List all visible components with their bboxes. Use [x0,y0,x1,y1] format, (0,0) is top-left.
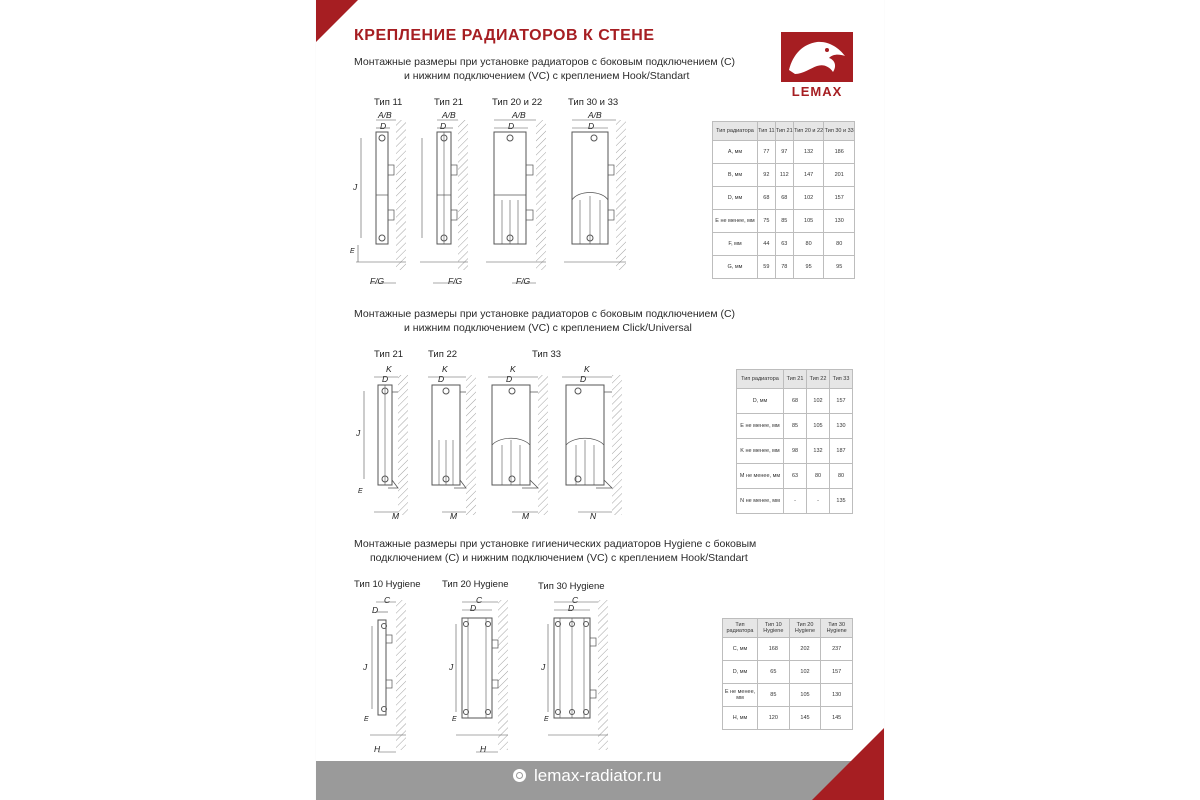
s2-dim-d-4: D [580,374,587,384]
s2-dim-m-3: M [522,511,530,521]
s2-th: Тип радиатора [737,370,784,389]
s1-cell: G, мм [713,256,758,279]
s3-cell: 130 [821,684,853,707]
s3-dim-j-3: J [541,662,546,672]
s2-type-21: Тип 21 [374,349,404,360]
s3-cell: 145 [821,707,853,730]
s2-dim-k-4: K [584,364,590,374]
s1-cell: 95 [824,256,855,279]
s1-cell: 80 [824,233,855,256]
s1-cell: 75 [758,210,776,233]
s3-type-20: Тип 20 Hygiene [442,579,509,590]
s3-cell: C, мм [723,638,758,661]
s2-cell: 102 [807,389,830,414]
s2-th: Тип 33 [830,370,853,389]
s2-cell: - [807,489,830,514]
s3-cell: 168 [758,638,790,661]
s1-cell: 147 [793,164,824,187]
s1-cell: 132 [793,141,824,164]
s3-dim-d-1: D [372,605,379,615]
table-row [723,661,853,684]
s2-dim-j-1: J [356,428,361,438]
s2-cell: 187 [830,439,853,464]
s2-dim-e-1: E [358,488,363,495]
s1-cell: 78 [775,256,793,279]
s1-cell: 85 [775,210,793,233]
s3-dim-j-2: J [449,662,454,672]
s1-dim-ab-4: A/B [588,110,602,120]
s3-cell: 157 [821,661,853,684]
section3-line1: Монтажные размеры при установке гигиенических радиаторов Hygiene с боковым [354,538,757,550]
s1-dim-ab-2: A/B [442,110,456,120]
s1-dim-ab-1: A/B [378,110,392,120]
s2-dim-k-1: K [386,364,392,374]
s3-th: Тип 10 Hygiene [758,619,790,638]
section3-line2: подключением (С) и нижним подключением (VC) с креплением Hook/Standart [370,552,748,564]
s1-cell: 68 [758,187,776,210]
s3-dim-j-1: J [363,662,368,672]
s2-cell: 85 [784,414,807,439]
s2-cell: - [784,489,807,514]
s3-dim-e-1: E [364,716,369,723]
globe-icon-inner [516,772,523,779]
s3-dim-c-2: C [476,595,483,605]
s1-cell: B, мм [713,164,758,187]
s3-drawing-type-20 [456,600,508,752]
s1-cell: 112 [775,164,793,187]
s1-cell: 97 [775,141,793,164]
s1-dim-fg-2: F/G [448,276,463,286]
s3-cell: 145 [789,707,821,730]
s1-cell: 130 [824,210,855,233]
s1-dim-d-3: D [508,121,515,131]
section2-line2: и нижним подключением (VC) с креплением Click/Universal [404,322,692,334]
s3-dim-e-3: E [544,716,549,723]
s3-dim-c-3: C [572,595,579,605]
s3-type-30: Тип 30 Hygiene [538,581,605,592]
s3-drawing-type-10 [370,600,406,752]
s1-dim-d-1: D [380,121,387,131]
s1-cell: E не менее, мм [713,210,758,233]
s3-cell: E не менее, мм [723,684,758,707]
s2-cell: K не менее, мм [737,439,784,464]
s3-drawing-type-30 [548,600,608,750]
s2-cell: 80 [807,464,830,489]
s2-cell: 130 [830,414,853,439]
s3-dim-e-2: E [452,716,457,723]
s1-cell: 68 [775,187,793,210]
s1-cell: D, мм [713,187,758,210]
s1-cell: 63 [775,233,793,256]
s3-cell: 102 [789,661,821,684]
s1-cell: 157 [824,187,855,210]
table-row [723,638,853,661]
s2-dim-d-1: D [382,374,389,384]
s1-dim-j-1: J [353,182,358,192]
s1-dim-fg-3: F/G [516,276,531,286]
brand-name: LEMAX [791,84,843,99]
s3-th: Тип 30 Hygiene [821,619,853,638]
s2-cell: M не менее, мм [737,464,784,489]
s1-cell: A, мм [713,141,758,164]
s2-cell: N не менее, мм [737,489,784,514]
s1-cell: 59 [758,256,776,279]
s1-th: Тип радиатора [713,122,758,141]
s1-th: Тип 11 [758,122,776,141]
s3-table-header [723,619,853,638]
s3-th: Тип 20 Hygiene [789,619,821,638]
s3-dim-d-3: D [568,603,575,613]
s1-dim-ab-3: A/B [512,110,526,120]
s3-cell: H, мм [723,707,758,730]
s1-cell: 77 [758,141,776,164]
s1-cell: 92 [758,164,776,187]
page-title: КРЕПЛЕНИЕ РАДИАТОРОВ К СТЕНЕ [354,27,655,44]
s3-cell: 65 [758,661,790,684]
section1-line2: и нижним подключением (VC) с креплением Hook/Standart [404,70,690,82]
s1-dim-fg-1: F/G [370,276,385,286]
s3-cell: 120 [758,707,790,730]
table-row [723,707,853,730]
s1-th: Тип 30 и 33 [824,122,855,141]
s1-type-11: Тип 11 [374,97,403,108]
s2-th: Тип 22 [807,370,830,389]
s1-cell: 80 [793,233,824,256]
s2-type-33: Тип 33 [532,349,562,360]
s1-dim-d-2: D [440,121,447,131]
s1-cell: F, мм [713,233,758,256]
s3-cell: 202 [789,638,821,661]
s3-type-10: Тип 10 Hygiene [354,579,421,590]
s3-cell: 237 [821,638,853,661]
s3-cell: 105 [789,684,821,707]
s2-cell: D, мм [737,389,784,414]
website-link[interactable]: lemax-radiator.ru [534,766,662,785]
s3-dim-h-1: H [374,744,381,754]
s1-type-30-33: Тип 30 и 33 [568,97,619,108]
s1-cell: 105 [793,210,824,233]
s2-dim-k-2: K [442,364,448,374]
s1-cell: 102 [793,187,824,210]
s2-cell: 80 [830,464,853,489]
s2-cell: 135 [830,489,853,514]
s2-cell: 68 [784,389,807,414]
s2-cell: 105 [807,414,830,439]
s3-dim-d-2: D [470,603,477,613]
s2-cell: 98 [784,439,807,464]
section1-line1: Монтажные размеры при установке радиаторов с боковым подключением (С) [354,56,736,68]
s1-cell: 95 [793,256,824,279]
s2-dim-n: N [590,511,597,521]
s3-dim-h-2: H [480,744,487,754]
s1-cell: 186 [824,141,855,164]
s2-cell: 63 [784,464,807,489]
s2-type-22: Тип 22 [428,349,458,360]
s2-dim-m-1: M [392,511,400,521]
s1-th: Тип 20 и 22 [793,122,824,141]
s2-dim-d-2: D [438,374,445,384]
s1-th: Тип 21 [775,122,793,141]
catalog-page [316,0,884,800]
s1-cell: 201 [824,164,855,187]
section2-line1: Монтажные размеры при установке радиаторов с боковым подключением (С) [354,308,736,320]
s3-dim-c-1: C [384,595,391,605]
s1-type-21: Тип 21 [434,97,464,108]
corner-accent-bottom [812,728,884,800]
s1-cell: 44 [758,233,776,256]
s2-dim-d-3: D [506,374,513,384]
s1-dim-d-4: D [588,121,595,131]
s2-cell: 132 [807,439,830,464]
s2-cell: E не менее, мм [737,414,784,439]
s2-dim-m-2: M [450,511,458,521]
s3-cell: 85 [758,684,790,707]
s3-spec-table [722,618,853,730]
s2-cell: 157 [830,389,853,414]
s2-dim-k-3: K [510,364,516,374]
s2-th: Тип 21 [784,370,807,389]
s3-th: Тип радиатора [723,619,758,638]
table-row [723,684,853,707]
s1-dim-e-1: E [350,248,355,255]
s3-cell: D, мм [723,661,758,684]
s1-type-20-22: Тип 20 и 22 [492,97,543,108]
